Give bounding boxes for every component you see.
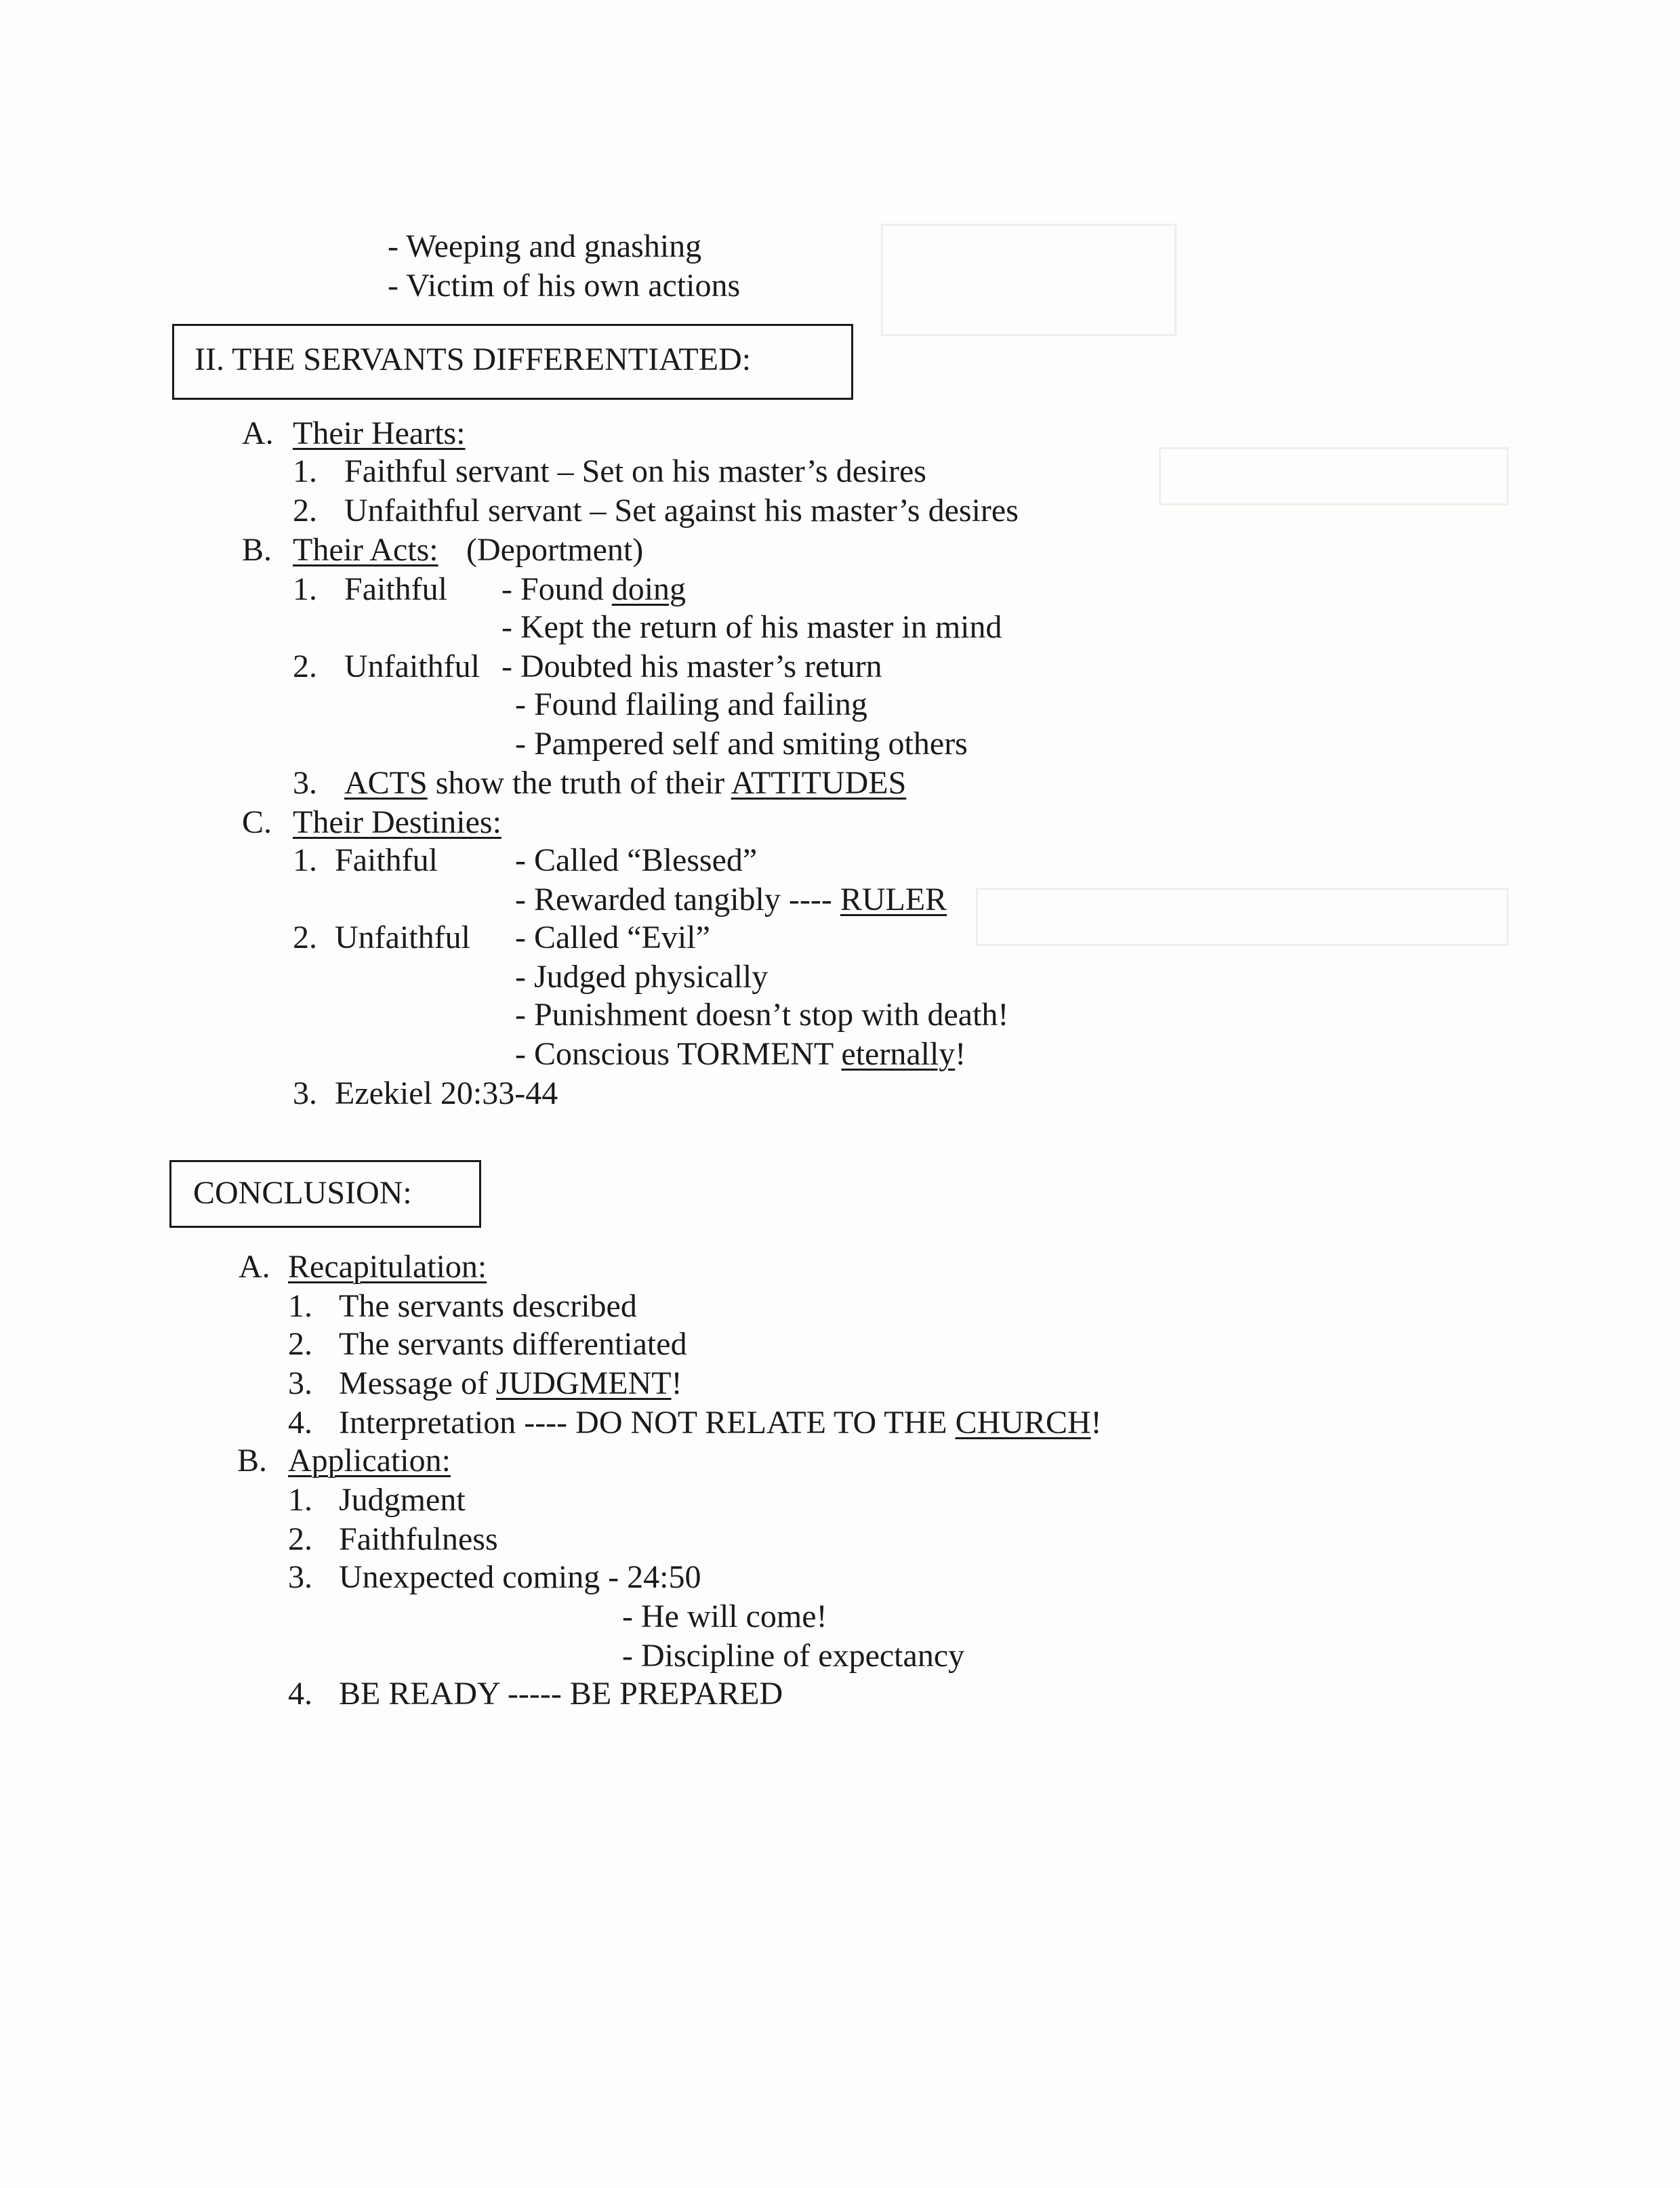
subsection-letter: B. bbox=[237, 1443, 268, 1479]
top-line-victim: - Victim of his own actions bbox=[388, 268, 741, 304]
section-heading: II. THE SERVANTS DIFFERENTIATED: bbox=[194, 342, 752, 377]
subsection-title: Their Acts: bbox=[293, 532, 438, 568]
emphasis-ruler: RULER bbox=[840, 882, 947, 917]
conclusion-heading: CONCLUSION: bbox=[193, 1175, 412, 1211]
list-item: Faithful servant – Set on his master’s desires bbox=[344, 453, 926, 489]
list-number: 1. bbox=[293, 453, 317, 489]
list-item: Faithfulness bbox=[339, 1521, 498, 1557]
list-item: Unexpected coming - 24:50 bbox=[339, 1559, 701, 1595]
subsection-title: Recapitulation: bbox=[288, 1249, 487, 1285]
list-item-detail: - Called “Evil” bbox=[515, 920, 710, 955]
list-item-detail: - Pampered self and smiting others bbox=[515, 726, 968, 762]
detail-text: - Conscious TORMENT bbox=[515, 1036, 842, 1072]
emphasis-church: CHURCH bbox=[955, 1405, 1091, 1441]
list-number: 2. bbox=[288, 1326, 312, 1362]
list-item bbox=[339, 1365, 682, 1403]
list-item-label: Faithful bbox=[335, 842, 438, 878]
subsection-letter: A. bbox=[242, 415, 274, 451]
list-item-text: Interpretation ---- DO NOT RELATE TO THE bbox=[339, 1405, 956, 1441]
list-number: 4. bbox=[288, 1405, 312, 1441]
list-number: 1. bbox=[293, 842, 317, 878]
emphasis-judgment: JUDGMENT bbox=[495, 1365, 672, 1401]
bleed-through-intro-box bbox=[1159, 447, 1509, 505]
subsection-title: Application: bbox=[288, 1443, 451, 1479]
list-number: 3. bbox=[288, 1559, 312, 1595]
list-item: Ezekiel 20:33-44 bbox=[335, 1075, 558, 1111]
list-number: 1. bbox=[288, 1288, 312, 1324]
list-item: Judgment bbox=[339, 1482, 466, 1518]
list-number: 2. bbox=[293, 920, 317, 955]
list-number: 2. bbox=[293, 648, 317, 684]
list-number: 3. bbox=[293, 1075, 317, 1111]
list-number: 4. bbox=[288, 1676, 312, 1712]
list-item-detail: - Discipline of expectancy bbox=[622, 1638, 965, 1674]
emphasis-eternally: eternally bbox=[841, 1036, 956, 1072]
detail-text: - Found bbox=[501, 571, 612, 607]
list-number: 3. bbox=[288, 1365, 312, 1401]
bleed-through-title-box bbox=[881, 224, 1176, 336]
conclusion-heading-box bbox=[169, 1160, 481, 1228]
emphasis-attitudes: ATTITUDES bbox=[731, 765, 907, 801]
top-line-weeping: - Weeping and gnashing bbox=[388, 228, 702, 264]
detail-text: ! bbox=[955, 1036, 966, 1072]
subsection-title: Their Destinies: bbox=[293, 804, 501, 840]
subsection-title: Their Hearts: bbox=[293, 415, 466, 451]
list-item: The servants differentiated bbox=[339, 1326, 687, 1362]
bleed-through-section-box bbox=[976, 888, 1509, 946]
emphasis-acts: ACTS bbox=[344, 765, 428, 801]
subsection-note: (Deportment) bbox=[466, 532, 644, 568]
list-item-detail: - Judged physically bbox=[515, 959, 769, 995]
list-item-text: ! bbox=[1090, 1405, 1102, 1441]
list-item: BE READY ----- BE PREPARED bbox=[339, 1676, 783, 1712]
section-heading-box bbox=[172, 324, 853, 400]
list-item-text: Message of bbox=[339, 1365, 496, 1401]
list-item-detail bbox=[515, 1035, 966, 1073]
list-number: 2. bbox=[288, 1521, 312, 1557]
list-item-detail: - Doubted his master’s return bbox=[501, 648, 882, 684]
list-item-detail: - He will come! bbox=[622, 1598, 827, 1634]
detail-text: - Rewarded tangibly ---- bbox=[515, 882, 840, 917]
list-number: 3. bbox=[293, 765, 317, 801]
list-item-label: Unfaithful bbox=[344, 648, 480, 684]
list-item-detail: - Punishment doesn’t stop with death! bbox=[515, 997, 1009, 1033]
subsection-letter: B. bbox=[242, 532, 272, 568]
list-item-text: show the truth of their bbox=[427, 765, 731, 801]
list-item bbox=[339, 1404, 1102, 1442]
list-number: 1. bbox=[288, 1482, 312, 1518]
list-item-label: Faithful bbox=[344, 571, 447, 607]
list-item-detail: - Found flailing and failing bbox=[515, 686, 867, 722]
list-item: The servants described bbox=[339, 1288, 637, 1324]
list-number: 2. bbox=[293, 493, 317, 529]
subsection-letter: A. bbox=[239, 1249, 270, 1285]
list-item-detail: - Called “Blessed” bbox=[515, 842, 758, 878]
list-item-text: ! bbox=[671, 1365, 682, 1401]
list-item-label: Unfaithful bbox=[335, 920, 470, 955]
list-item-detail bbox=[515, 881, 947, 919]
subsection-letter: C. bbox=[242, 804, 272, 840]
list-item: Unfaithful servant – Set against his master’s desires bbox=[344, 493, 1019, 529]
list-number: 1. bbox=[293, 571, 317, 607]
list-item-detail bbox=[501, 571, 686, 608]
list-item bbox=[344, 764, 906, 802]
emphasis-doing: doing bbox=[611, 571, 687, 607]
list-item-detail: - Kept the return of his master in mind bbox=[501, 609, 1002, 645]
